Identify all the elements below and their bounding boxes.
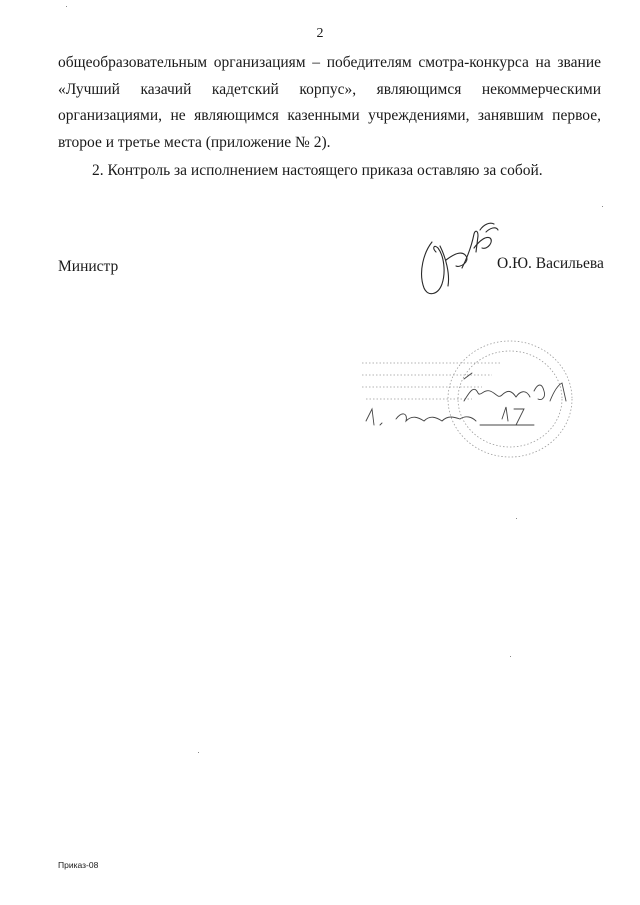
signatory-name: О.Ю. Васильева [497, 255, 604, 272]
page-number: 2 [316, 26, 324, 41]
paragraph-2: 2. Контроль за исполнением настоящего приказа оставляю за собой. [92, 162, 543, 179]
paragraph-1-line-3: организациями, не являющимся казенными учреждениями, занявшим первое, [58, 107, 601, 124]
received-stamp [352, 335, 577, 460]
scan-speck [510, 656, 511, 657]
paragraph-1-line-2: «Лучший казачий кадетский корпус», являющимся некоммерческими [58, 80, 601, 98]
signatory-title: Министр [58, 258, 119, 275]
handwritten-signature [410, 218, 510, 300]
scan-speck [66, 6, 67, 7]
paragraph-1-line-4: второе и третье места (приложение № 2). [58, 133, 331, 151]
scan-speck [198, 752, 199, 753]
scan-speck [516, 518, 517, 519]
paragraph-1-line-1: общеобразовательным организациям – победителям смотра-конкурса на звание [58, 54, 601, 71]
document-code: Приказ-08 [58, 860, 99, 870]
scan-speck [602, 206, 603, 207]
paragraph-1 [58, 50, 601, 156]
